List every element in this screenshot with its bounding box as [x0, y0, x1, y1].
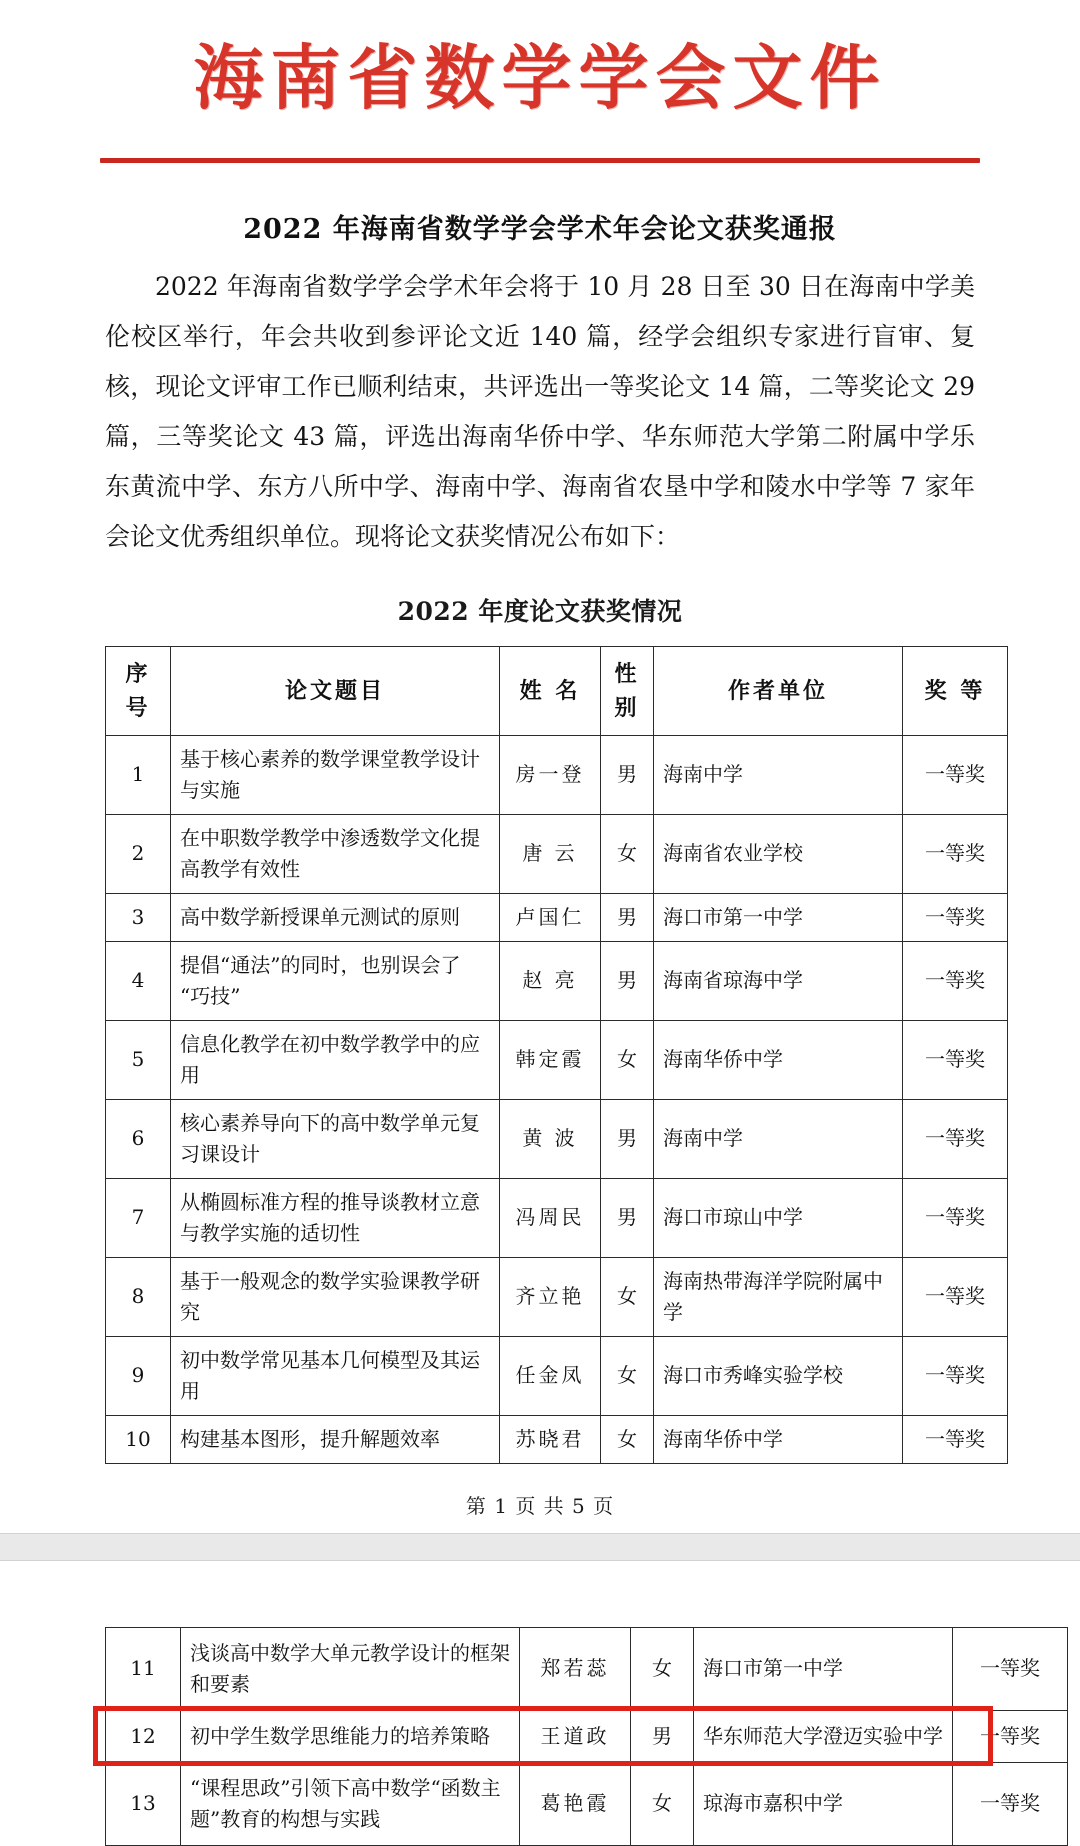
- cell-gender: 男: [601, 941, 654, 1020]
- cell-name: 房一登: [500, 735, 601, 814]
- cell-title: 信息化教学在初中数学教学中的应用: [171, 1020, 500, 1099]
- award-table-page2: [105, 1627, 1068, 1846]
- cell-award: 一等奖: [903, 1099, 1008, 1178]
- cell-award: 一等奖: [953, 1710, 1068, 1762]
- cell-award: 一等奖: [953, 1627, 1068, 1710]
- cell-award: 一等奖: [953, 1762, 1068, 1845]
- column-header-title: 论文题目: [171, 646, 500, 735]
- cell-award: 一等奖: [903, 1178, 1008, 1257]
- cell-gender: 女: [631, 1762, 694, 1845]
- cell-seq: 5: [106, 1020, 171, 1099]
- cell-seq: 13: [106, 1762, 181, 1845]
- cell-award: 一等奖: [903, 1415, 1008, 1463]
- table-row: [106, 1415, 1008, 1463]
- award-table-container-page2: [105, 1627, 1040, 1846]
- document-page-2: [0, 1561, 1080, 1846]
- table-caption: 2022 年度论文获奖情况: [397, 596, 683, 626]
- column-header-gender-line2: 别: [614, 694, 640, 721]
- cell-name: 苏晓君: [500, 1415, 601, 1463]
- column-header-seq-line2: 号: [125, 694, 151, 721]
- cell-name: 王道政: [520, 1710, 631, 1762]
- cell-name: 葛艳霞: [520, 1762, 631, 1845]
- column-header-award: 奖 等: [903, 646, 1008, 735]
- cell-org: 海南中学: [654, 1099, 903, 1178]
- cell-org: 海南省琼海中学: [654, 941, 903, 1020]
- cell-org: 海南华侨中学: [654, 1020, 903, 1099]
- table-row: [106, 1178, 1008, 1257]
- cell-award: 一等奖: [903, 1336, 1008, 1415]
- cell-seq: 8: [106, 1257, 171, 1336]
- cell-seq: 9: [106, 1336, 171, 1415]
- column-header-name: 姓 名: [500, 646, 601, 735]
- table-row: [106, 1099, 1008, 1178]
- table-row: [106, 1762, 1068, 1845]
- cell-title: 浅谈高中数学大单元教学设计的框架和要素: [181, 1627, 520, 1710]
- cell-seq: 11: [106, 1627, 181, 1710]
- cell-title: 构建基本图形，提升解题效率: [171, 1415, 500, 1463]
- cell-name: 赵 亮: [500, 941, 601, 1020]
- cell-org: 海南热带海洋学院附属中学: [654, 1257, 903, 1336]
- cell-award: 一等奖: [903, 893, 1008, 941]
- page-footer-indicator: 第 1 页 共 5 页: [465, 1493, 615, 1518]
- cell-org: 海南省农业学校: [654, 814, 903, 893]
- table-row: [106, 735, 1008, 814]
- award-table-container-page1: [105, 646, 986, 1464]
- cell-award: 一等奖: [903, 814, 1008, 893]
- page-separator: [0, 1533, 1080, 1561]
- award-table-body-page1: [106, 735, 1008, 1463]
- cell-title: 核心素养导向下的高中数学单元复习课设计: [171, 1099, 500, 1178]
- cell-award: 一等奖: [903, 735, 1008, 814]
- cell-gender: 男: [601, 735, 654, 814]
- table-row: [106, 941, 1008, 1020]
- cell-title: “课程思政”引领下高中数学“函数主题”教育的构想与实践: [181, 1762, 520, 1845]
- cell-gender: 男: [601, 893, 654, 941]
- cell-seq: 1: [106, 735, 171, 814]
- table-row: [106, 893, 1008, 941]
- cell-gender: 女: [601, 1415, 654, 1463]
- column-header-seq: [106, 646, 171, 735]
- table-row: [106, 1336, 1008, 1415]
- column-header-seq-line1: 序: [125, 660, 151, 687]
- cell-seq: 10: [106, 1415, 171, 1463]
- table-row: [106, 1257, 1008, 1336]
- cell-name: 郑若蕊: [520, 1627, 631, 1710]
- table-row: [106, 1710, 1068, 1762]
- document-body-paragraph: [105, 262, 975, 562]
- table-row: [106, 1627, 1068, 1710]
- cell-gender: 女: [601, 1336, 654, 1415]
- cell-org: 海口市第一中学: [654, 893, 903, 941]
- masthead-title: 海南省数学学会文件: [193, 36, 887, 119]
- column-header-gender: [601, 646, 654, 735]
- cell-seq: 2: [106, 814, 171, 893]
- cell-seq: 4: [106, 941, 171, 1020]
- cell-gender: 男: [601, 1099, 654, 1178]
- cell-gender: 女: [601, 1020, 654, 1099]
- table-row: [106, 1020, 1008, 1099]
- cell-title: 基于核心素养的数学课堂教学设计与实施: [171, 735, 500, 814]
- cell-name: 韩定霞: [500, 1020, 601, 1099]
- cell-name: 唐 云: [500, 814, 601, 893]
- award-table-body-page2: [106, 1627, 1068, 1845]
- cell-title: 从椭圆标准方程的推导谈教材立意与教学实施的适切性: [171, 1178, 500, 1257]
- cell-award: 一等奖: [903, 1020, 1008, 1099]
- column-header-gender-line1: 性: [614, 660, 640, 687]
- cell-title: 初中数学常见基本几何模型及其运用: [171, 1336, 500, 1415]
- masthead-rule: [100, 158, 980, 163]
- column-header-org: 作者单位: [654, 646, 903, 735]
- cell-gender: 女: [631, 1627, 694, 1710]
- document-title: 2022 年海南省数学学会学术年会论文获奖通报: [243, 213, 837, 245]
- cell-title: 在中职数学教学中渗透数学文化提高教学有效性: [171, 814, 500, 893]
- cell-gender: 女: [601, 814, 654, 893]
- cell-name: 冯周民: [500, 1178, 601, 1257]
- cell-seq: 6: [106, 1099, 171, 1178]
- cell-seq: 7: [106, 1178, 171, 1257]
- cell-seq: 3: [106, 893, 171, 941]
- cell-org: 海口市琼山中学: [654, 1178, 903, 1257]
- cell-award: 一等奖: [903, 1257, 1008, 1336]
- table-row: [106, 814, 1008, 893]
- cell-title: 初中学生数学思维能力的培养策略: [181, 1710, 520, 1762]
- cell-title: 高中数学新授课单元测试的原则: [171, 893, 500, 941]
- award-table-page1: [105, 646, 1008, 1464]
- cell-gender: 男: [601, 1178, 654, 1257]
- cell-title: 基于一般观念的数学实验课教学研究: [171, 1257, 500, 1336]
- cell-name: 齐立艳: [500, 1257, 601, 1336]
- cell-org: 海南中学: [654, 735, 903, 814]
- table-header-row: [106, 646, 1008, 735]
- cell-name: 黄 波: [500, 1099, 601, 1178]
- cell-title: 提倡“通法”的同时，也别误会了“巧技”: [171, 941, 500, 1020]
- cell-org: 海口市第一中学: [694, 1627, 953, 1710]
- cell-name: 任金凤: [500, 1336, 601, 1415]
- cell-org: 海南华侨中学: [654, 1415, 903, 1463]
- cell-gender: 女: [601, 1257, 654, 1336]
- cell-org: 华东师范大学澄迈实验中学: [694, 1710, 953, 1762]
- cell-gender: 男: [631, 1710, 694, 1762]
- award-table-head: [106, 646, 1008, 735]
- paragraph-text: 2022 年海南省数学学会学术年会将于 10 月 28 日至 30 日在海南中学美伦校区举行，年会共收到参评论文近 140 篇，经学会组织专家进行盲审、复核，现论文评审工作已顺利结束，共评选出一等奖论文 14 篇，二等奖论文 29 篇，三等奖论文 43 篇，评选出海南华侨中学、华东师范大学第二附属中学乐东黄流中学、东方八所中学、海南中学、海南省农垦中学和陵水中学等 7 家年会论文优秀组织单位。现将论文获奖情况公布如下：: [105, 271, 975, 551]
- cell-org: 琼海市嘉积中学: [694, 1762, 953, 1845]
- cell-name: 卢国仁: [500, 893, 601, 941]
- cell-award: 一等奖: [903, 941, 1008, 1020]
- masthead: [0, 0, 1080, 163]
- cell-seq: 12: [106, 1710, 181, 1762]
- cell-org: 海口市秀峰实验学校: [654, 1336, 903, 1415]
